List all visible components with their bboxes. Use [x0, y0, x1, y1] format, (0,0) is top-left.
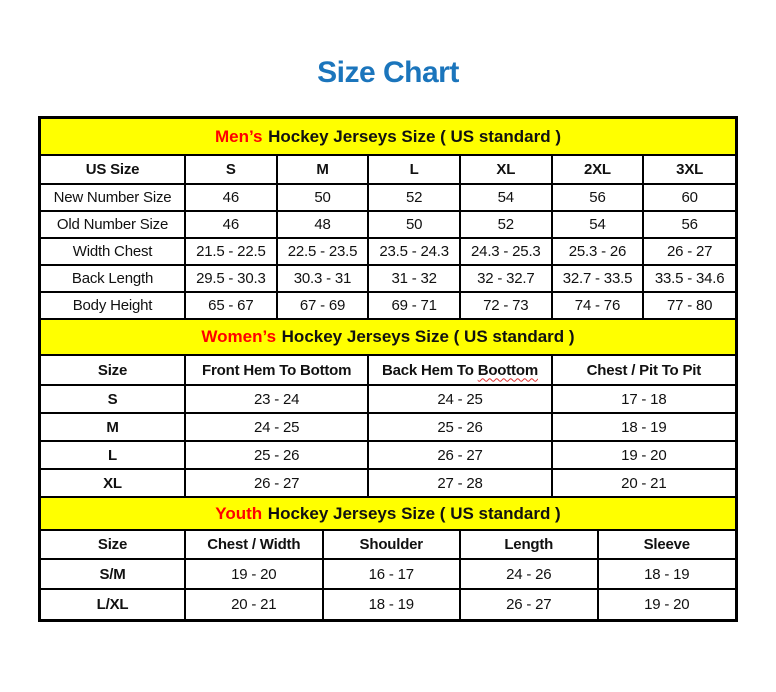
mens-section-header [41, 119, 735, 156]
value-cell: 25 - 26 [368, 413, 551, 441]
value-cell: 23 - 24 [185, 385, 368, 413]
row-label-cell: XL [41, 469, 185, 497]
youth-section-highlight: Youth [215, 503, 263, 523]
row-label-cell: S/M [41, 559, 185, 589]
value-cell: 24 - 25 [185, 413, 368, 441]
row-label-cell: Old Number Size [41, 211, 185, 238]
value-cell: 20 - 21 [185, 589, 323, 619]
womens-section-header [41, 320, 735, 356]
table-row [41, 413, 735, 441]
value-cell: 22.5 - 23.5 [277, 238, 369, 265]
column-header-cell: Size [41, 356, 185, 385]
column-header-cell: XL [460, 156, 552, 184]
value-cell: 56 [552, 184, 644, 211]
value-cell: 50 [277, 184, 369, 211]
table-row [41, 238, 735, 265]
value-cell: 56 [643, 211, 735, 238]
page-title: Size Chart [317, 56, 459, 89]
value-cell: 25 - 26 [185, 441, 368, 469]
column-header-cell: 3XL [643, 156, 735, 184]
value-cell: 74 - 76 [552, 292, 644, 319]
column-header-cell: US Size [41, 156, 185, 184]
value-cell: 30.3 - 31 [277, 265, 369, 292]
row-label-cell: L/XL [41, 589, 185, 619]
column-header-cell: Shoulder [323, 531, 461, 559]
value-cell: 20 - 21 [552, 469, 735, 497]
column-header-cell: S [185, 156, 277, 184]
value-cell: 54 [552, 211, 644, 238]
size-chart-table [38, 116, 738, 622]
value-cell: 26 - 27 [185, 469, 368, 497]
table-row [41, 385, 735, 413]
table-row [41, 469, 735, 497]
value-cell: 26 - 27 [368, 441, 551, 469]
womens-section-title: Hockey Jerseys Size ( US standard ) [281, 327, 575, 346]
column-header-row [41, 356, 735, 385]
value-cell: 46 [185, 184, 277, 211]
value-cell: 69 - 71 [368, 292, 460, 319]
value-cell: 18 - 19 [323, 589, 461, 619]
table-row [41, 211, 735, 238]
mens-section-title: Hockey Jerseys Size ( US standard ) [268, 126, 562, 146]
misspelled-word: Boottom [477, 361, 538, 379]
value-cell: 33.5 - 34.6 [643, 265, 735, 292]
column-header-row [41, 156, 735, 184]
column-header-cell: Length [460, 531, 598, 559]
value-cell: 29.5 - 30.3 [185, 265, 277, 292]
value-cell: 25.3 - 26 [552, 238, 644, 265]
column-header-cell: Sleeve [598, 531, 736, 559]
table-row [41, 559, 735, 589]
value-cell: 18 - 19 [552, 413, 735, 441]
column-header-cell: Back Hem To Boottom [368, 356, 551, 385]
row-label-cell: Body Height [41, 292, 185, 319]
mens-size-table [41, 156, 735, 320]
value-cell: 46 [185, 211, 277, 238]
value-cell: 31 - 32 [368, 265, 460, 292]
value-cell: 67 - 69 [277, 292, 369, 319]
column-header-row [41, 531, 735, 559]
column-header-cell: Size [41, 531, 185, 559]
value-cell: 65 - 67 [185, 292, 277, 319]
value-cell: 21.5 - 22.5 [185, 238, 277, 265]
youth-section-title: Hockey Jerseys Size ( US standard ) [267, 503, 561, 523]
value-cell: 23.5 - 24.3 [368, 238, 460, 265]
value-cell: 50 [368, 211, 460, 238]
value-cell: 77 - 80 [643, 292, 735, 319]
value-cell: 26 - 27 [460, 589, 598, 619]
value-cell: 24 - 25 [368, 385, 551, 413]
value-cell: 72 - 73 [460, 292, 552, 319]
column-header-cell: Front Hem To Bottom [185, 356, 368, 385]
womens-size-table [41, 356, 735, 498]
column-header-cell: Chest / Pit To Pit [552, 356, 735, 385]
table-row [41, 292, 735, 319]
value-cell: 48 [277, 211, 369, 238]
value-cell: 60 [643, 184, 735, 211]
womens-section-highlight: Women’s [201, 327, 277, 346]
value-cell: 18 - 19 [598, 559, 736, 589]
value-cell: 32 - 32.7 [460, 265, 552, 292]
value-cell: 19 - 20 [644, 596, 690, 613]
column-header-cell: M [277, 156, 369, 184]
value-cell: 24 - 26 [460, 559, 598, 589]
table-row [41, 441, 735, 469]
row-label-cell: Back Length [41, 265, 185, 292]
youth-section-header [41, 498, 735, 531]
value-cell: 24.3 - 25.3 [460, 238, 552, 265]
row-label-cell: S [41, 385, 185, 413]
value-cell: 19 - 20 [552, 441, 735, 469]
mens-section-highlight: Men’s [214, 126, 263, 146]
value-cell: 32.7 - 33.5 [552, 265, 644, 292]
value-cell: 19 - 20 [185, 559, 323, 589]
value-cell: 26 - 27 [643, 238, 735, 265]
column-header-cell: Chest / Width [185, 531, 323, 559]
value-cell: 52 [368, 184, 460, 211]
column-header-cell: 2XL [552, 156, 644, 184]
value-cell: 54 [460, 184, 552, 211]
table-row [41, 589, 735, 619]
table-row [41, 184, 735, 211]
row-label-cell: Width Chest [41, 238, 185, 265]
row-label-cell: New Number Size [41, 184, 185, 211]
youth-size-table [41, 531, 735, 619]
table-row [41, 265, 735, 292]
value-cell: 17 - 18 [552, 385, 735, 413]
value-cell: 52 [460, 211, 552, 238]
row-label-cell: M [41, 413, 185, 441]
column-header-cell: L [368, 156, 460, 184]
value-cell: 16 - 17 [323, 559, 461, 589]
value-cell: 27 - 28 [368, 469, 551, 497]
row-label-cell: L [41, 441, 185, 469]
